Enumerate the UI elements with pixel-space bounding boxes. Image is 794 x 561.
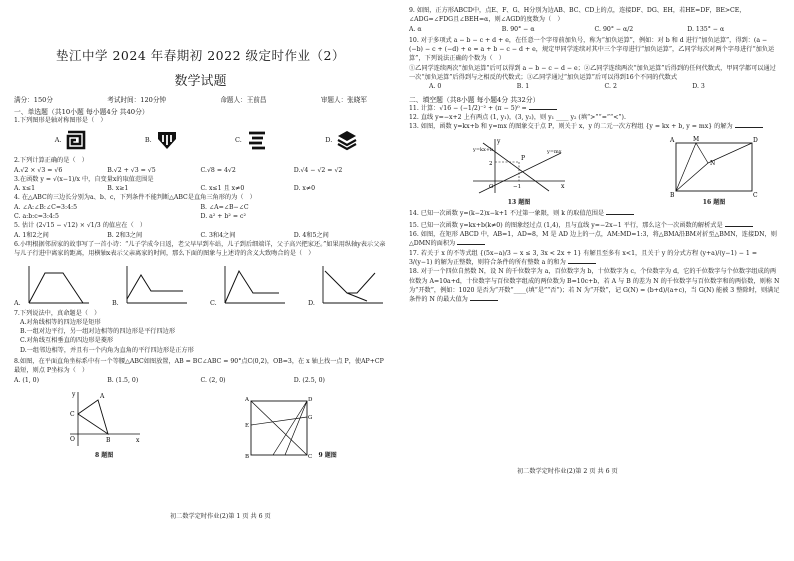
q1-option-b: B.	[145, 129, 178, 151]
q2-option-c: C.√8 = 4√2	[200, 166, 236, 174]
triangle-diagram-icon	[64, 388, 144, 450]
question-9: 9. 如图，正方形ABCD中，点E、F、G、H分别为边AB、BC、CD上的点，连接DF、DG、EH，若HE=DF，BE>CE，∠ADG=∠FDG且∠BEH=α，则∠AGD的度数为（ ）	[409, 7, 746, 24]
exam-meta	[14, 94, 387, 104]
question-6: 6.小明根据邻居家的故事写了一首小诗：“儿子学成今日返，老父早早到车站，儿子到后细端详，父子高兴把家还。”如果用纵轴y表示父亲与儿子行进中离家的距离，用横轴x表示父亲离家的时间，那么下面的图象与上述诗的含义大致吻合的是（ ）	[14, 240, 386, 258]
exam-title: 垫江中学 2024 年春期初 2022 级定时作业（2）	[56, 48, 345, 63]
figure-16	[668, 135, 760, 206]
q6-option-a: A.	[14, 261, 93, 307]
q5-option-b: B. 2和3之间	[107, 231, 143, 239]
rectangle-fold-diagram-icon	[668, 135, 760, 197]
figure-16-caption: 16 题图	[702, 198, 726, 206]
q9-option-b: B. 90° − α	[501, 25, 535, 33]
svg-text:D: D	[307, 396, 312, 403]
q13-q16-figures	[409, 135, 780, 206]
question-3: 3.在函数 y = √(x−1)/x 中，自变量x的取值范围是	[14, 175, 154, 183]
q10-option-a: A. 0	[429, 83, 442, 91]
svg-text:x: x	[561, 182, 565, 190]
section-1-heading: 一、单选题（共10小题 每小题4分 共40分）	[14, 108, 149, 116]
q3-option-b: B. x≥1	[107, 185, 129, 193]
q9-options	[409, 25, 780, 34]
svg-text:A: A	[100, 392, 105, 400]
svg-text:B: B	[106, 436, 111, 444]
q4-option-c: C. a:b:c=3:4:5	[14, 213, 59, 221]
svg-text:B: B	[670, 191, 675, 197]
shield-logo-icon	[156, 129, 178, 151]
question-17: 17. 若关于 x 的不等式组 {(5x−a)/3 − x ≤ 3, 3x < 2x + 1} 有解且至多有 x<1，且关于 y 的分式方程 (y+a)/(y−1) − 1 = 3/(y−1) 的解为正整数，则符合条件的所有整数 a 的和为	[409, 249, 758, 267]
svg-text:C: C	[70, 410, 75, 418]
svg-text:x: x	[136, 436, 140, 444]
q10-statements: ①乙同学连续两次“加负运算”后可以得到 a − b − c − d − e；②乙同学连续两次“加负运算”后得到的任何代数式，甲同学都可以通过一次“加负运算”后得到与之相反的代数式；③乙同学通过“加负运算”后可以得到16个不同的代数式	[409, 64, 776, 82]
question-15: 15. 已知一次函数 y=kx+b(k≠0) 的图象经过点 (1,4)，且与直线 y=−2x−1 平行，那么这个一次函数的解析式是	[409, 221, 780, 230]
meta-reviewer: 审题人：张晓军	[320, 96, 367, 104]
q1-option-d: D.	[325, 129, 358, 151]
q9-option-c: C. 90° − α/2	[594, 25, 634, 33]
meta-time: 考试时间：120分钟	[107, 96, 167, 104]
q4-options-row2	[14, 212, 387, 221]
question-11: 11. 计算：√16 − (−1/2)⁻² + (π − 5)⁰ =	[409, 104, 780, 113]
q2-option-b: B.√2 + √3 = √5	[107, 166, 156, 174]
svg-text:A: A	[244, 396, 249, 403]
question-4: 4. 在△ABC的三边长分别为a、b、c，下列条件不能判断△ABC是直角三角形的为（ ）	[14, 194, 256, 202]
spiral-logo-icon	[65, 129, 87, 151]
q10-option-b: B. 1	[516, 83, 530, 91]
q4-option-a: A. ∠A:∠B:∠C=3:4:5	[14, 203, 78, 211]
q6-option-c: C.	[210, 261, 289, 307]
svg-text:y: y	[497, 137, 501, 145]
stripes-logo-icon	[246, 129, 268, 151]
q4-options-row1	[14, 203, 387, 212]
q10-option-c: C. 2	[604, 83, 617, 91]
q7-option-a: A.对角线相等的四边形是矩形	[20, 318, 101, 326]
svg-text:P: P	[521, 154, 526, 162]
q6-graphs	[14, 261, 387, 307]
svg-text:O: O	[70, 435, 76, 443]
svg-text:−1: −1	[513, 183, 522, 190]
q6-graph-a-icon	[23, 263, 93, 307]
q9-option-d: D. 135° − α	[687, 25, 725, 33]
q7-option-d: D.一组邻边相等，并且有一个内角为直角的平行四边形是正方形	[20, 346, 194, 354]
q7-option-b: B.一组对边平行，另一组对边相等的四边形是平行四边形	[20, 328, 176, 336]
svg-text:G: G	[307, 414, 312, 421]
figure-8-caption: 8 题图	[95, 451, 114, 459]
page-2-footer: 初二数学定时作业(2)第 2 页 共 6 页	[517, 468, 618, 475]
svg-text:C: C	[753, 191, 758, 197]
line-graph-diagram-icon	[469, 135, 569, 197]
q4-option-b: B. ∠A=∠B−∠C	[200, 203, 249, 211]
question-14: 14. 已知一次函数 y=(k−2)x−k+1 不过第一象限，则 k 的取值范围是	[409, 209, 780, 218]
q5-option-c: C. 3和4之间	[200, 231, 236, 239]
q6-graph-c-icon	[219, 263, 289, 307]
svg-text:E: E	[244, 422, 249, 429]
meta-writer: 命题人：王前昌	[220, 96, 267, 104]
q8-q9-figures	[14, 388, 387, 459]
svg-text:A: A	[670, 136, 675, 144]
q6-graph-b-icon	[121, 263, 191, 307]
svg-text:y: y	[72, 390, 76, 398]
svg-text:O: O	[489, 183, 494, 190]
q5-option-a: A. 1和2之间	[14, 231, 49, 239]
q8-options	[14, 376, 387, 385]
svg-text:B: B	[244, 453, 249, 459]
question-5: 5. 估计 (2√15 − √12) × √1/3 的值应在（ ）	[14, 222, 147, 230]
question-12: 12. 直线 y=−x+2 上有两点 (1, y₁)，(3, y₂)，则 y₁ ____ y₂ (填“>”“=”“<”).	[409, 113, 626, 121]
svg-text:2: 2	[489, 160, 493, 167]
figure-8	[64, 388, 144, 459]
svg-text:C: C	[307, 453, 312, 459]
q8-option-c: C. (2, 0)	[200, 376, 226, 384]
question-8: 8.如图，在平面直角坐标系中有一个等腰△ABC如图放置，AB = BC∠ABC = 90°点C(0,2)，OB=3，在 x 轴上找一点 P，使AP+CP 最短，则点 P坐标为（ ）	[14, 358, 384, 375]
question-2: 2.下列计算正确的是（ ）	[14, 157, 88, 165]
q10-options	[409, 82, 780, 91]
layers-logo-icon	[336, 129, 358, 151]
q8-option-d: D. (2.5, 0)	[293, 376, 325, 384]
svg-text:D: D	[753, 136, 758, 144]
q4-option-d: D. a² + b² = c²	[200, 213, 246, 221]
q7-option-c: C.对角线互相垂直的四边形是菱形	[20, 337, 114, 345]
svg-text:M: M	[693, 135, 700, 143]
question-7: 7.下列说法中，真命题是（ ）	[14, 309, 101, 317]
q8-option-b: B. (1.5, 0)	[107, 376, 139, 384]
figure-9	[245, 388, 337, 459]
square-diagram-icon	[245, 395, 315, 459]
q5-option-d: D. 4和5之间	[293, 231, 329, 239]
question-18: 18. 对于一个四位自然数 N，设 N 的千位数字为 a，百位数字为 b，十位数字为 c，个位数字为 d，它的千位数字与个位数字组成的两位数为 A=10a+d，十位数字与百位数字组成的两位数为 B=10c+b，若 A 与 B 的差为 N 的千位数字与百位数字和的两倍数，则称 N 为“开数”，例如：1020 是否为“开数”____(填“是”“否”)；若 N 为“开数”，记 G(N) = (b+d)/(a+c)，当 G(N) 能被 3 整除时，则满足条件的 N 的最大值为	[409, 268, 780, 304]
figure-13-caption: 13 题图	[507, 198, 531, 206]
q6-option-d: D.	[308, 261, 387, 307]
q2-option-a: A.√2 × √3 = √6	[14, 166, 63, 174]
meta-score: 满分：150分	[14, 96, 53, 104]
q6-option-b: B.	[112, 261, 191, 307]
q1-option-a: A.	[55, 129, 88, 151]
q5-options	[14, 231, 387, 240]
question-16: 16. 如图，在矩形 ABCD 中，AB=1，AD=8，M 是 AD 边上的一点，AM:MD=1:3，将△BMA沿BM对折至△BMN，连接DN，则△DMN的面积为	[409, 231, 777, 248]
q3-options	[14, 184, 387, 193]
q8-option-a: A. (1, 0)	[14, 376, 40, 384]
q1-option-c: C.	[235, 129, 268, 151]
q3-option-d: D. x≠0	[293, 185, 316, 193]
q2-option-d: D.√4 − √2 = √2	[293, 166, 343, 174]
page-1-footer: 初二数学定时作业(2)第 1 页 共 6 页	[170, 513, 271, 520]
right-page	[397, 0, 794, 561]
svg-text:y=kx+b: y=kx+b	[473, 146, 494, 153]
exam-subtitle: 数学试题	[174, 74, 227, 89]
q3-option-a: A. x≤1	[14, 185, 36, 193]
q6-graph-d-icon	[317, 263, 387, 307]
q9-option-a: A. α	[409, 25, 422, 33]
q10-option-d: D. 3	[692, 83, 705, 91]
figure-13	[469, 135, 569, 206]
section-2-heading: 二、填空题（共8小题 每小题4分 共32分）	[409, 95, 540, 104]
q3-option-c: C. x≤1 且 x≠0	[200, 185, 245, 193]
figure-9-caption: 9 题图	[318, 451, 337, 459]
question-10: 10. 对于多项式 a − b − c + d + e，在任意一个字母前加负号，称为“加负运算”，例如：对 b 和 d 进行“加负运算”，得到：(a − (−b) − c + (−d) + e = a + b − c − d + e，规定甲同学连续对其中三个字母进行“加负运算”，乙同学每次对两个字母进行“加负运算”，下列说法正确的个数为（ ）	[409, 36, 775, 63]
svg-text:y=mx: y=mx	[547, 148, 562, 155]
q1-options	[14, 127, 387, 153]
question-13: 13. 如图，函数 y=kx+b 和 y=mx 的图象交于点 P，则关于 x，y 的二元一次方程组 {y = kx + b, y = mx} 的解为	[409, 122, 780, 131]
q2-options	[14, 166, 387, 175]
question-1: 1.下列图形是轴对称图形是（ ）	[14, 117, 107, 124]
svg-text:N: N	[710, 159, 716, 167]
